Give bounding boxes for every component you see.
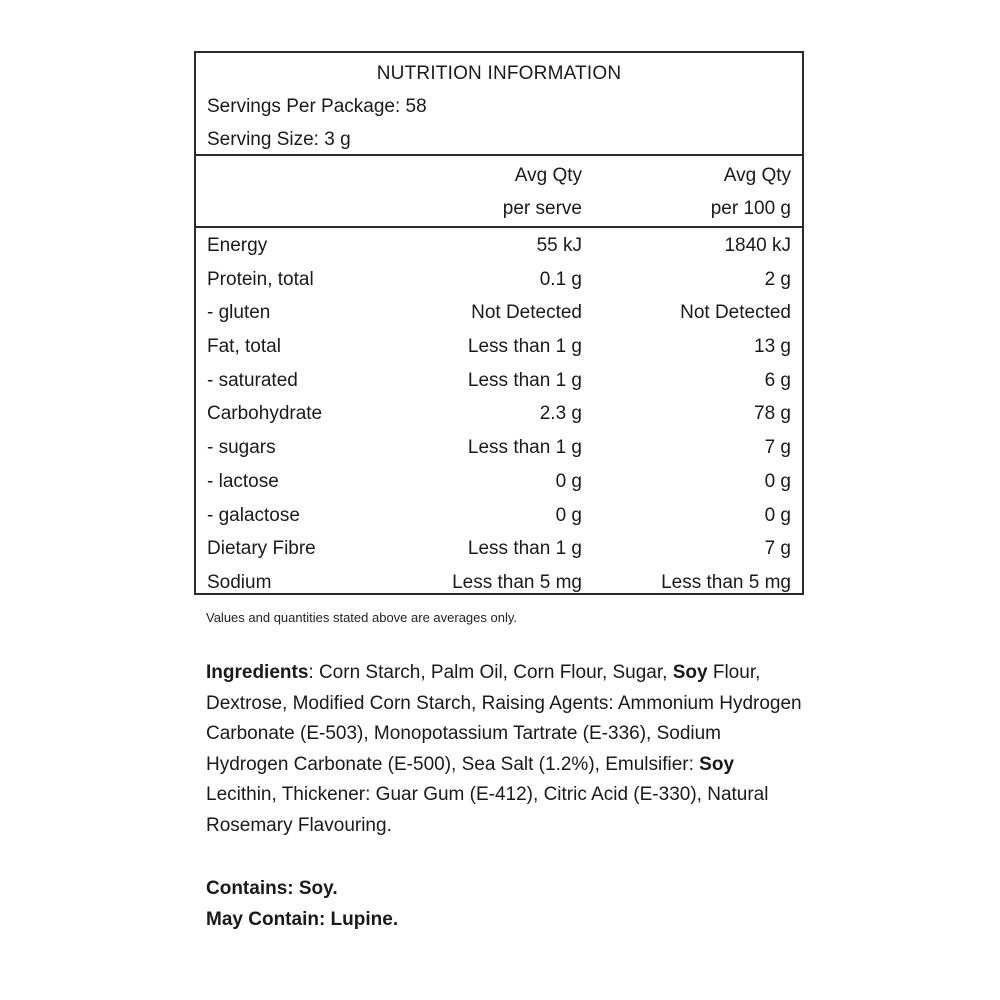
per-100g-value: 7 g [764, 538, 791, 560]
per-serve-header-line2: per serve [502, 198, 582, 219]
per-100g-value: 7 g [764, 437, 791, 459]
table-row [196, 568, 802, 602]
per-100g-value: 13 g [754, 336, 791, 358]
per-100g-value: 2 g [764, 268, 791, 290]
table-row [196, 501, 802, 535]
table-row [196, 467, 802, 501]
per-serve-header-line1: Avg Qty [514, 165, 582, 186]
averages-footnote: Values and quantities stated above are averages only. [206, 610, 518, 625]
nutrient-label: - sugars [207, 437, 276, 459]
table-row [196, 298, 802, 332]
servings-per-package: Servings Per Package: 58 [207, 96, 427, 117]
per-serve-value: Less than 5 mg [452, 571, 582, 593]
nutrient-label: - lactose [207, 470, 279, 492]
nutrient-label: - gluten [207, 302, 271, 324]
nutrient-label: Fat, total [207, 336, 281, 358]
nutrition-panel [194, 51, 804, 595]
nutrient-label: - saturated [207, 369, 298, 391]
ingredients-text-part1: : Corn Starch, Palm Oil, Corn Flour, Sugar, [308, 662, 673, 683]
table-row [196, 265, 802, 299]
per-serve-value: Less than 1 g [467, 538, 582, 560]
ingredients-text-part3: Lecithin, Thickener: Guar Gum (E-412), Citric Acid (E-330), Natural Rosemary Flavouring. [206, 784, 769, 836]
per-100g-header-line2: per 100 g [710, 198, 791, 219]
table-row [196, 433, 802, 467]
nutrient-label: Protein, total [207, 268, 314, 290]
per-100g-value: Less than 5 mg [661, 571, 791, 593]
nutrient-label: Sodium [207, 571, 272, 593]
table-row [196, 399, 802, 433]
per-serve-value: Not Detected [471, 302, 582, 324]
per-serve-value: 0 g [555, 470, 582, 492]
per-100g-value: 0 g [764, 504, 791, 526]
ingredients-paragraph [206, 658, 806, 841]
per-serve-value: 2.3 g [539, 403, 582, 425]
panel-title: NUTRITION INFORMATION [376, 63, 622, 84]
may-contain-statement: May Contain: Lupine. [206, 909, 399, 930]
per-100g-value: 0 g [764, 470, 791, 492]
per-serve-value: Less than 1 g [467, 369, 582, 391]
table-row [196, 332, 802, 366]
allergen-statements [206, 873, 398, 935]
serving-size: Serving Size: 3 g [207, 129, 351, 150]
ingredients-text-part2: Flour, Dextrose, Modified Corn Starch, Raising Agents: Ammonium Hydrogen Carbonate (E-503), Monopotassium Tartrate (E-336), Sodium Hydrogen Carbonate (E-500), Sea Salt (1.2%), Emulsifier: [206, 662, 802, 775]
per-serve-value: 0 g [555, 504, 582, 526]
nutrient-rows [196, 228, 802, 602]
nutrient-label: Carbohydrate [207, 403, 323, 425]
panel-header [196, 53, 802, 156]
nutrient-label: Energy [207, 235, 268, 256]
per-100g-value: 78 g [754, 403, 791, 425]
per-serve-value: Less than 1 g [467, 437, 582, 459]
column-headers [196, 156, 802, 228]
allergen-soy: Soy [672, 662, 708, 683]
per-100g-value: Not Detected [680, 302, 791, 324]
ingredients-label: Ingredients [206, 662, 309, 683]
nutrient-label: - galactose [207, 504, 300, 526]
per-serve-value: 0.1 g [539, 268, 582, 290]
per-100g-value: 1840 kJ [724, 235, 791, 256]
nutrient-label: Dietary Fibre [207, 538, 316, 560]
table-row [196, 231, 802, 265]
per-100g-header-line1: Avg Qty [723, 165, 791, 186]
per-serve-value: 55 kJ [536, 235, 582, 256]
per-serve-value: Less than 1 g [467, 336, 582, 358]
contains-statement: Contains: Soy. [206, 878, 338, 899]
table-row [196, 534, 802, 568]
table-row [196, 366, 802, 400]
allergen-soy: Soy [699, 753, 735, 775]
per-100g-value: 6 g [764, 369, 791, 391]
